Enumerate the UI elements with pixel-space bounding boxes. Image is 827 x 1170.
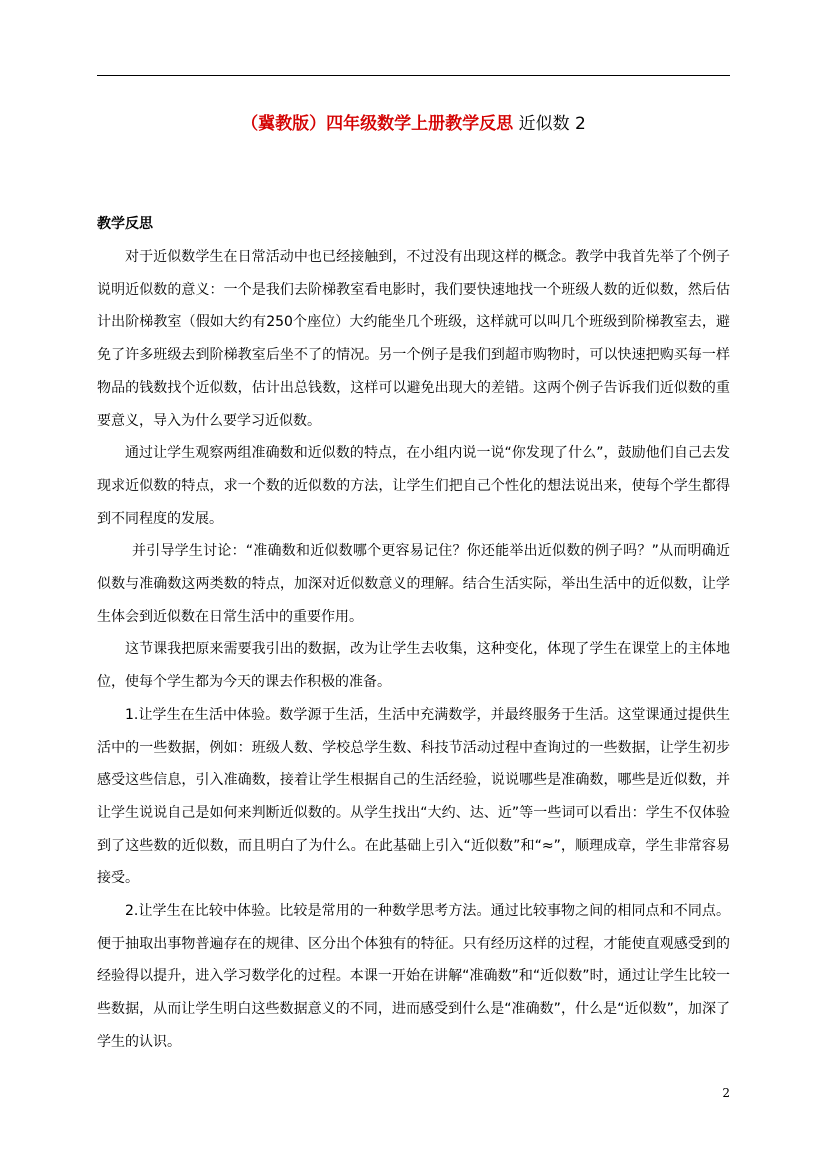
paragraph-1: 对于近似数学生在日常活动中也已经接触到，不过没有出现这样的概念。教学中我首先举了个例子说明近似数的意义：一个是我们去阶梯教室看电影时，我们要快速地找一个班级人数的近似数，然后估计出阶梯教室（假如大约有250个座位）大约能坐几个班级，这样就可以叫几个班级到阶梯教室去，避免了许多班级去到阶梯教室后坐不了的情况。另一个例子是我们到超市购物时，可以快速把购买每一样物品的钱数找个近似数，估计出总钱数，这样可以避免出现大的差错。这两个例子告诉我们近似数的重要意义，导入为什么要学习近似数。 <box>97 249 730 429</box>
page-number: 2 <box>722 1086 730 1100</box>
header-rule <box>97 75 730 76</box>
title-topic: 近似数 2 <box>513 114 586 134</box>
title-main: （冀教版）四年级数学上册教学反思 <box>241 114 514 134</box>
paragraph-3: 并引导学生讨论：“准确数和近似数哪个更容易记住？你还能举出近似数的例子吗？”从而明确近似数与准确数这两类数的特点，加深对近似数意义的理解。结合生活实际，举出生活中的近似数，让学生体会到近似数在日常生活中的重要作用。 <box>97 543 730 625</box>
paragraph-4: 这节课我把原来需要我引出的数据，改为让学生去收集，这种变化，体现了学生在课堂上的主体地位，使每个学生都为今天的课去作积极的准备。 <box>97 641 730 691</box>
paragraph-5: 1.让学生在生活中体验。数学源于生活，生活中充满数学，并最终服务于生活。这堂课通过提供生活中的一些数据，例如：班级人数、学校总学生数、科技节活动过程中查询过的一些数据，让学生初步感受这些信息，引入准确数，接着让学生根据自己的生活经验，说说哪些是准确数，哪些是近似数，并让学生说说自己是如何来判断近似数的。从学生找出“大约、达、近”等一些词可以看出：学生不仅体验到了这些数的近似数，而且明白了为什么。在此基础上引入“近似数”和“≈”，顺理成章，学生非常容易接受。 <box>97 706 730 887</box>
paragraph-6: 2.让学生在比较中体验。比较是常用的一种数学思考方法。通过比较事物之间的相同点和不同点。便于抽取出事物普遍存在的规律、区分出个体独有的特征。只有经历这样的过程，才能使直观感受到的经验得以提升，进入学习数学化的过程。本课一开始在讲解“准确数”和“近似数”时，通过让学生比较一些数据，从而让学生明白这些数据意义的不同，进而感受到什么是“准确数”，什么是“近似数”，加深了学生的认识。 <box>97 903 730 1050</box>
section-heading: 教学反思 <box>97 216 153 232</box>
paragraph-2: 通过让学生观察两组准确数和近似数的特点，在小组内说一说“你发现了什么”，鼓励他们自己去发现求近似数的特点，求一个数的近似数的方法，让学生们把自己个性化的想法说出来，使每个学生都得到不同程度的发展。 <box>97 445 730 527</box>
document-body <box>97 241 730 1059</box>
document-title <box>97 111 730 137</box>
